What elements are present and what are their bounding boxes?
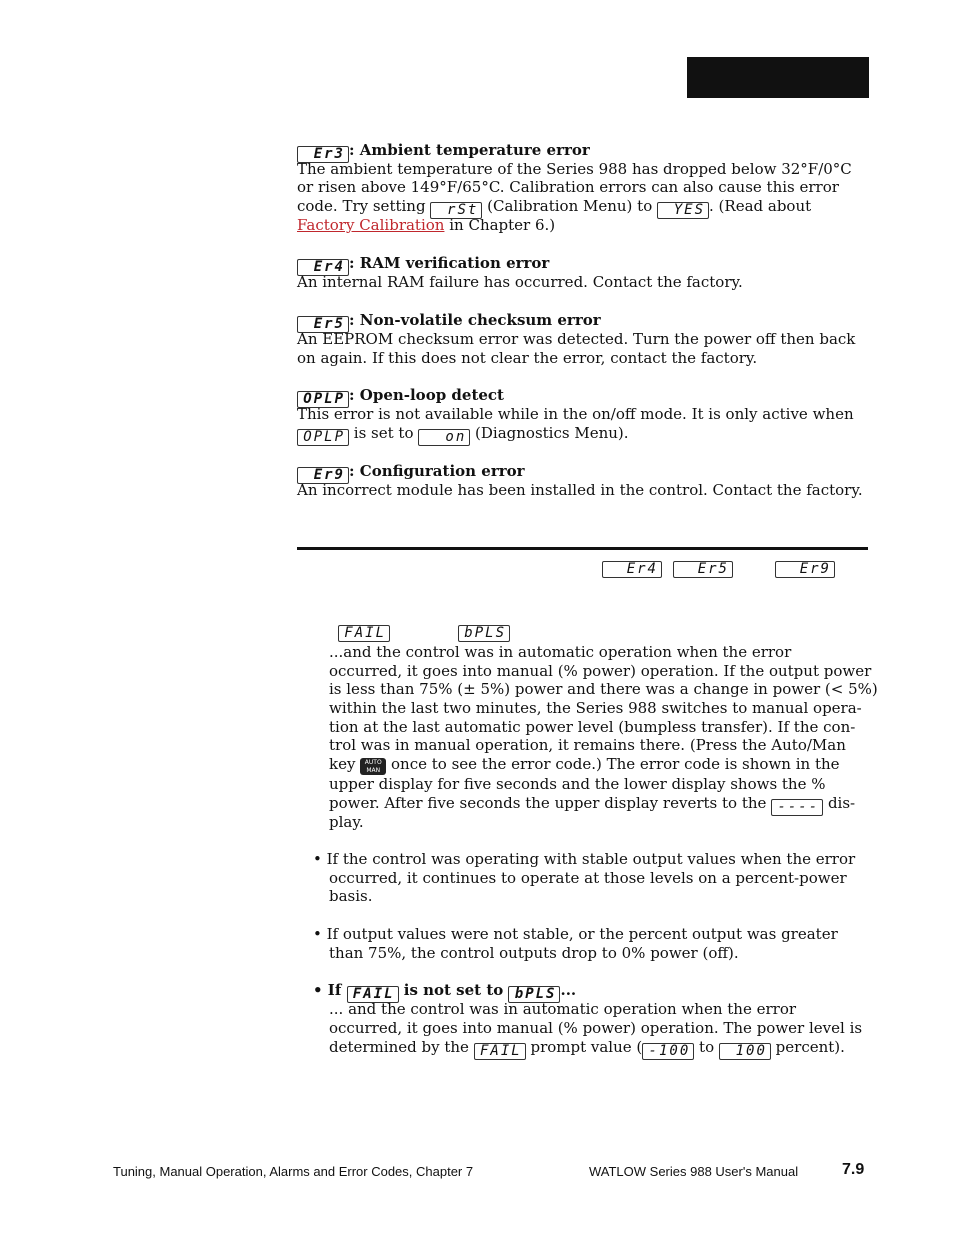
oplp-line-1: This error is not available while in the on/off mode. It is only active when — [297, 405, 854, 423]
bpls-lcd: bPLS — [458, 625, 510, 642]
bullet2-line-1: • If output values were not stable, or the percent output was greater — [313, 925, 838, 943]
oplp-text-b: (Diagnostics Menu). — [475, 424, 629, 442]
fail-lcd: FAIL — [338, 625, 390, 642]
er3-text-c: . (Read about — [709, 197, 812, 215]
para1-last-text-a: power. After five seconds the upper display reverts to the — [329, 794, 767, 812]
er4-title: : RAM verification error — [349, 254, 550, 272]
footer-chapter: Tuning, Manual Operation, Alarms and Error Codes, Chapter 7 — [113, 1164, 474, 1179]
bullet3-head-c: ... — [560, 981, 577, 999]
bullet2-line-2: than 75%, the control outputs drop to 0% power (off). — [329, 944, 739, 962]
er3-text-d: in Chapter 6.) — [449, 216, 556, 234]
para1-line-9 — [329, 794, 855, 816]
er5-title: : Non-volatile checksum error — [349, 311, 601, 329]
section-er5-lcd: Er5 — [673, 561, 733, 578]
para1-key-text-b: once to see the error code.) The error code is shown in the — [391, 755, 840, 773]
oplp-text-a: is set to — [353, 424, 414, 442]
bullet3-text-c: to — [699, 1038, 715, 1056]
er5-line-1: An EEPROM checksum error was detected. Turn the power off then back — [297, 330, 856, 348]
er5-line-2: on again. If this does not clear the error, contact the factory. — [297, 349, 758, 367]
bullet3-line-1: ... and the control was in automatic operation when the error — [329, 1000, 797, 1018]
para1-line-8: upper display for five seconds and the lower display shows the % — [329, 775, 826, 793]
er5-lcd: Er5 — [297, 316, 349, 333]
bullet3-text-d: percent). — [775, 1038, 845, 1056]
er9-text: An incorrect module has been installed in the control. Contact the factory. — [297, 481, 863, 499]
oplp-title: : Open-loop detect — [349, 386, 504, 404]
para1-line-4: within the last two minutes, the Series 988 switches to manual opera- — [329, 699, 862, 717]
chapter-tab — [687, 57, 869, 98]
yes-lcd: YES — [657, 202, 709, 219]
er3-lcd: Er3 — [297, 146, 349, 163]
min-value-lcd: -100 — [642, 1043, 694, 1060]
bullet3-fail-lcd: FAIL — [347, 986, 399, 1003]
bullet3-text-b: prompt value ( — [530, 1038, 643, 1056]
er3-line-4 — [297, 216, 555, 235]
para1-line-3: is less than 75% (± 5%) power and there was a change in power (< 5%) — [329, 680, 878, 698]
auto-man-key-icon — [360, 758, 386, 775]
oplp-line-2 — [297, 424, 629, 446]
bullet3-head-a: • If — [313, 981, 342, 999]
bullet1-line-2: occurred, it continues to operate at those levels on a percent-power — [329, 869, 847, 887]
bullet3-line-3 — [329, 1038, 845, 1060]
er3-line-2: or risen above 149°F/65°C. Calibration errors can also cause this error — [297, 178, 839, 196]
er9-lcd: Er9 — [297, 467, 349, 484]
section-divider — [297, 547, 868, 550]
para1-last-text-b: dis- — [827, 794, 856, 812]
para1-line-6: trol was in manual operation, it remains there. (Press the Auto/Man — [329, 736, 846, 754]
er3-text-a: code. Try setting — [297, 197, 426, 215]
bullet3-head-b: is not set to — [403, 981, 504, 999]
rst-lcd: rSt — [430, 202, 482, 219]
para1-line-5: tion at the last automatic power level (bumpless transfer). If the con- — [329, 718, 856, 736]
er3-line-1: The ambient temperature of the Series 988 has dropped below 32°F/0°C — [297, 160, 852, 178]
bullet1-line-1: • If the control was operating with stable output values when the error — [313, 850, 856, 868]
oplp-lcd-inline: OPLP — [297, 429, 349, 446]
man-key-label: MAN — [366, 767, 381, 774]
oplp-lcd: OPLP — [297, 391, 349, 408]
er4-lcd: Er4 — [297, 259, 349, 276]
factory-calibration-link[interactable]: Factory Calibration — [297, 216, 445, 234]
er9-title: : Configuration error — [349, 462, 525, 480]
dash-lcd: ---- — [771, 799, 823, 816]
para1-line-7 — [329, 755, 840, 775]
er4-text: An internal RAM failure has occurred. Contact the factory. — [297, 273, 743, 291]
page-number: 7.9 — [842, 1161, 865, 1178]
section-er9-lcd: Er9 — [775, 561, 835, 578]
bullet1-line-3: basis. — [329, 887, 373, 905]
footer-manual: WATLOW Series 988 User's Manual — [589, 1164, 799, 1179]
section-er4-lcd: Er4 — [602, 561, 662, 578]
para1-line-1: ...and the control was in automatic operation when the error — [329, 643, 792, 661]
on-lcd: on — [418, 429, 470, 446]
bullet3-bpls-lcd: bPLS — [508, 986, 560, 1003]
bullet3-text-a: determined by the — [329, 1038, 469, 1056]
bullet3-line-2: occurred, it goes into manual (% power) operation. The power level is — [329, 1019, 863, 1037]
er3-title: : Ambient temperature error — [349, 141, 590, 159]
para1-key-text-a: key — [329, 755, 356, 773]
para1-line-2: occurred, it goes into manual (% power) operation. If the output power — [329, 662, 872, 680]
auto-key-label: AUTO — [364, 759, 382, 766]
bullet3-fail2-lcd: FAIL — [474, 1043, 526, 1060]
para1-line-10: play. — [329, 813, 364, 831]
max-value-lcd: 100 — [719, 1043, 771, 1060]
er3-text-b: (Calibration Menu) to — [487, 197, 653, 215]
